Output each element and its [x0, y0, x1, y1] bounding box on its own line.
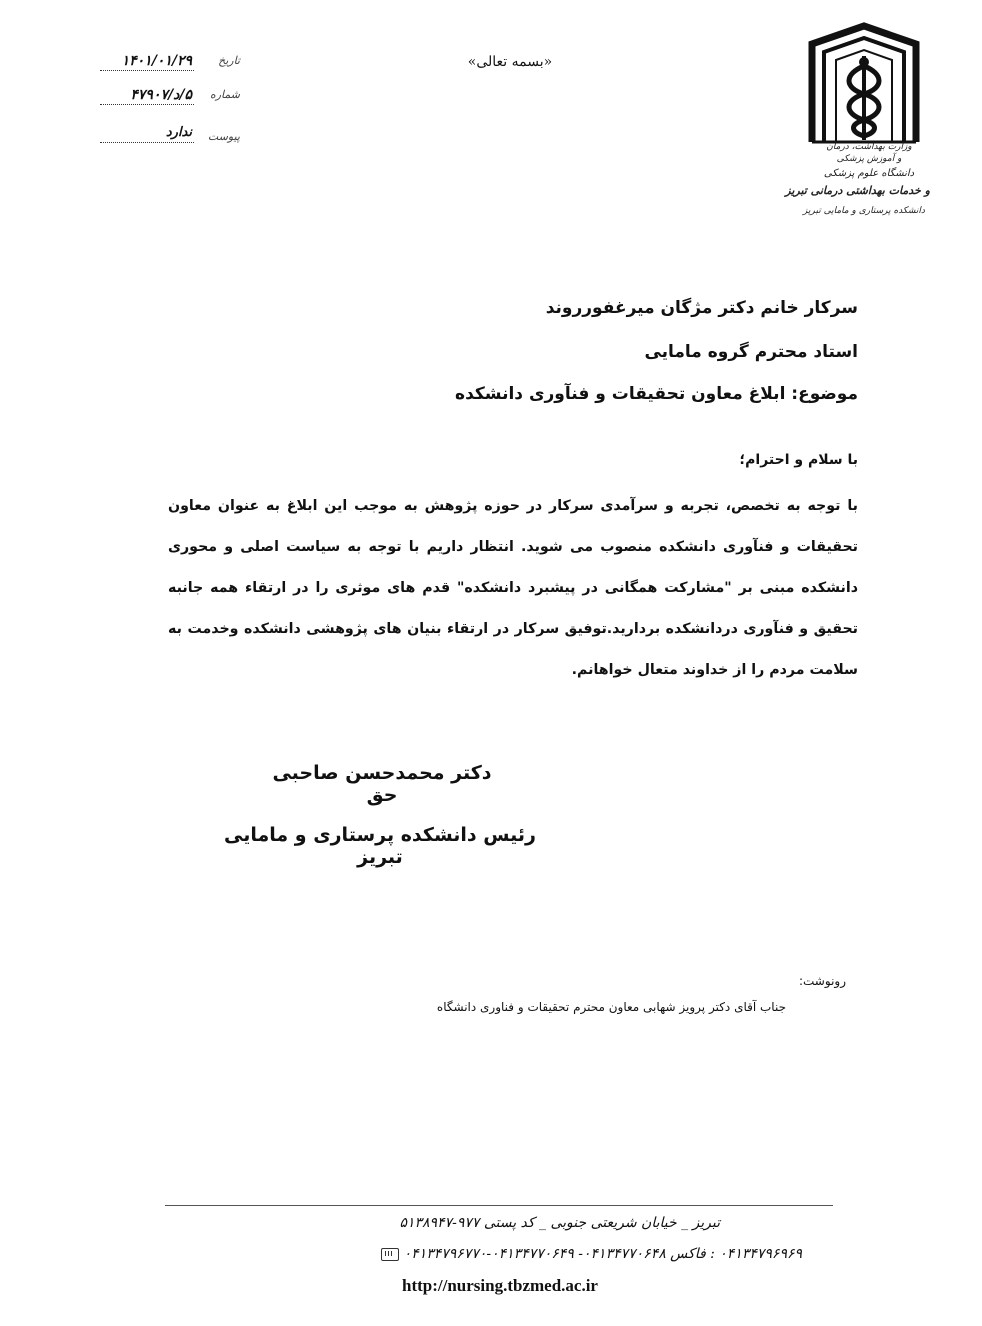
- addressee-name: سرکار خانم دکتر مژگان میرغفورروند: [545, 298, 858, 318]
- cc-label: رونوشت:: [798, 974, 846, 988]
- attachment-value: ندارد: [100, 124, 194, 143]
- logo-text-line1: وزارت بهداشت، درمان: [826, 142, 912, 152]
- logo-text-line5: دانشکده پرستاری و مامایی تبریز: [803, 206, 925, 216]
- footer-address: تبریز _ خیابان شریعتی جنوبی _ کد پستی ۹۷۷-۵۱۳۸۹۴۷: [399, 1215, 720, 1231]
- greeting: با سلام و احترام؛: [739, 452, 858, 468]
- logo-text-line3: دانشگاه علوم پزشکی: [823, 168, 915, 179]
- university-logo: [785, 22, 930, 222]
- number-value: ۵/د/۴۷۹۰۷: [100, 86, 194, 105]
- footer-website-link[interactable]: http://nursing.tbzmed.ac.ir: [402, 1276, 598, 1295]
- date-label: تاریخ: [218, 54, 240, 67]
- number-row: [100, 86, 240, 106]
- number-label: شماره: [209, 88, 240, 101]
- logo-text-line2: و آموزش پزشکی: [836, 154, 902, 164]
- signatory-title: رئیس دانشکده پرستاری و مامایی تبریز: [224, 824, 536, 868]
- letter-body: با توجه به تخصص، تجربه و سرآمدی سرکار در حوزه پژوهش به موجب این ابلاغ به عنوان معاون تحقیقات و فنآوری دانشکده منصوب می شوید. انتظار داریم با توجه به سیاست اصلی و محوری دانشکده مبنی بر "مشارکت همگانی در پیشبرد دانشکده" قدم های موثری را در ارتقاء همه جانبه تحقیق و فنآوری دردانشکده بردارید.توفیق سرکار در ارتقاء بنیان های پژوهشی دانشکده وخدمت به سلامت مردم را از خداوند متعال خواهانم.: [168, 498, 858, 678]
- logo-text-line4: و خدمات بهداشتی درمانی تبریز: [785, 184, 930, 197]
- fax-icon: [381, 1248, 399, 1261]
- university-emblem-icon: [804, 22, 924, 147]
- footer-phone-numbers: ۰۴۱۳۴۷۹۶۹۶۹ : فاکس ۰۴۱۳۴۷۷۰۶۴۸- ۰۴۱۳۴۷۷۰۶۴۹-۰۴۱۳۴۷۹۶۷۷۰: [403, 1246, 802, 1262]
- footer-divider: [165, 1205, 833, 1206]
- date-value: ۱۴۰۱/۰۱/۲۹: [100, 52, 194, 71]
- attachment-label: پیوست: [207, 130, 240, 143]
- footer-phones: [190, 1246, 802, 1262]
- date-row: [100, 52, 240, 72]
- addressee-position: استاد محترم گروه مامایی: [644, 342, 858, 362]
- subject-line: موضوع: ابلاغ معاون تحقیقات و فنآوری دانشکده: [455, 384, 858, 404]
- signatory-name: دکتر محمدحسن صاحبی حق: [272, 762, 492, 806]
- basmala: «بسمه تعالی»: [467, 54, 553, 70]
- attachment-row: [100, 124, 240, 144]
- cc-recipient: جناب آقای دکتر پرویز شهابی معاون محترم تحقیقات و فناوری دانشگاه: [436, 1000, 786, 1014]
